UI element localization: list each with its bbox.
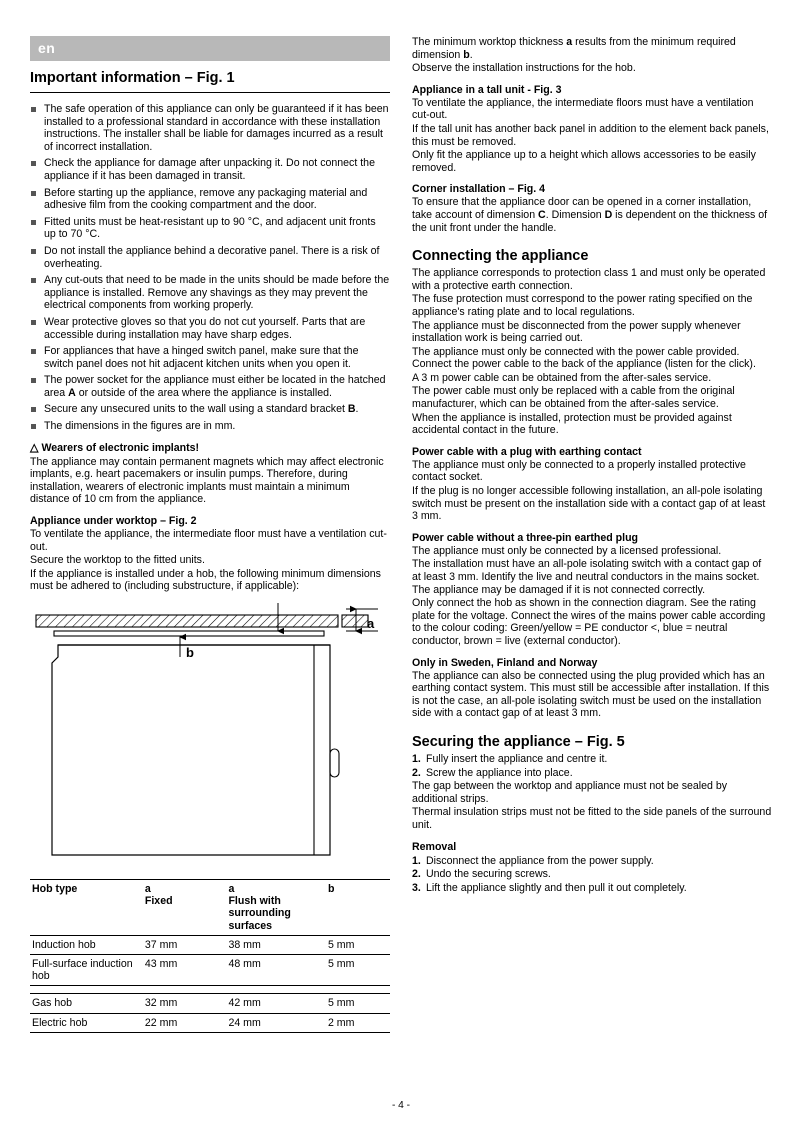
- list-item: [30, 316, 390, 341]
- list-item: [30, 187, 390, 212]
- bullet-text-9: Secure any unsecured units to the wall using a standard bracket B.: [44, 403, 359, 416]
- list-item: [30, 216, 390, 241]
- list-item: [30, 345, 390, 370]
- corner-installation-heading: Corner installation – Fig. 4: [412, 183, 546, 196]
- nordic-p1: The appliance can also be connected using the plug provided which has an earthing contact system. This must still be accessible after installation. If this is not the case, an all-pole isolating switch must be used on the installation side with a contact gap of at least 3 mm.: [412, 669, 770, 720]
- table-row: [30, 1013, 390, 1032]
- col-header-hob-type: Hob type: [32, 883, 78, 895]
- securing-p1: The gap between the worktop and appliance must not be sealed by additional strips.: [412, 780, 728, 805]
- bullet-text-6: Wear protective gloves so that you do not cut yourself. Parts that are accessible during installation may have sharp edges.: [44, 315, 366, 341]
- svg-text:a: a: [367, 616, 375, 631]
- securing-steps-list: [412, 753, 772, 779]
- right-column: [412, 36, 772, 895]
- list-item: [30, 403, 390, 416]
- removal-step-2: Lift the appliance slightly and then pull it out completely.: [426, 881, 687, 894]
- cell-a-flush: 48 mm: [228, 958, 261, 971]
- connect-p1: The fuse protection must correspond to the power rating specified on the appliance's rating plate and to local regulations.: [412, 293, 753, 318]
- step-number: 1.: [412, 752, 421, 765]
- removal-steps-list: [412, 855, 772, 895]
- left-column: [30, 36, 390, 1033]
- cell-b: 2 mm: [327, 1016, 355, 1029]
- connecting-appliance-heading: Connecting the appliance: [412, 248, 589, 265]
- no-plug-p2: Only connect the hob as shown in the connection diagram. See the rating plate for the voltage. Connect the wires of the mains power cable according to the colour coding: Green/yellow = PE conductor <, blue = neutral conductor, brown = live (external conductor).: [412, 597, 766, 647]
- step-number: 2.: [412, 766, 421, 779]
- appliance-under-worktop-figure: [30, 601, 390, 873]
- warning-triangle-icon: △: [30, 441, 39, 454]
- corner-installation-p1: To ensure that the appliance door can be opened in a corner installation, take account of dimension C. Dimension D is dependent on the thickness of the unit front under the handle.: [412, 196, 768, 234]
- no-plug-p0: The appliance must only be connected by a licensed professional.: [412, 544, 722, 557]
- no-plug-heading: Power cable without a three-pin earthed plug: [412, 531, 639, 544]
- figure-svg: [30, 601, 390, 873]
- bullet-text-1: Check the appliance for damage after unpacking it. Do not connect the appliance if it has been damaged in transit.: [44, 157, 375, 182]
- list-item: [30, 103, 390, 153]
- cell-hob-type: Gas hob: [32, 997, 73, 1010]
- removal-heading: Removal: [412, 840, 457, 853]
- cell-a-fixed: 22 mm: [144, 1016, 178, 1029]
- col-header-a-fixed-sub: Fixed: [144, 895, 173, 908]
- cell-a-flush: 42 mm: [228, 997, 261, 1010]
- table-header-row: [30, 880, 390, 936]
- connect-p3: The appliance must only be connected with the power cable provided. Connect the power cable to the back of the appliance (listen for the click).: [412, 345, 756, 371]
- cell-b: 5 mm: [327, 938, 355, 951]
- list-item: [412, 868, 772, 881]
- observe-instructions-paragraph: Observe the installation instructions for the hob.: [412, 62, 636, 75]
- cell-hob-type: Full-surface induction hob: [32, 958, 133, 983]
- bullet-text-4: Do not install the appliance behind a decorative panel. There is a risk of overheating.: [44, 244, 380, 270]
- svg-text:b: b: [186, 645, 194, 660]
- cell-a-flush: 38 mm: [228, 938, 261, 951]
- plug-earth-p0: The appliance must only be connected to a properly installed protective contact socket.: [412, 458, 746, 484]
- table-row: [30, 955, 390, 986]
- connect-p2: The appliance must be disconnected from the power supply whenever installation work is being carried out.: [412, 319, 741, 345]
- list-item: [30, 245, 390, 270]
- cell-b: 5 mm: [327, 997, 355, 1010]
- list-item: [412, 855, 772, 868]
- col-header-b: b: [327, 883, 335, 895]
- plug-earth-heading: Power cable with a plug with earthing contact: [412, 445, 642, 458]
- connect-p5: The power cable must only be replaced with a cable from the original manufacturer, which can be obtained from the after-sales service.: [412, 385, 735, 411]
- cell-a-fixed: 32 mm: [144, 997, 178, 1010]
- col-header-a-flush: [226, 880, 325, 936]
- min-worktop-paragraph: The minimum worktop thickness a results from the minimum required dimension b.: [412, 36, 736, 61]
- no-plug-p1: The installation must have an all-pole isolating switch with a contact gap of at least 3 mm. Identify the live and neutral conductors in the mains socket. The appliance may be damaged if it is not connected correctly.: [412, 558, 762, 596]
- cell-a-fixed: 43 mm: [144, 958, 178, 971]
- cell-hob-type: Induction hob: [32, 938, 96, 951]
- worktop-p3: If the appliance is installed under a hob, the following minimum dimensions must be adhered to (including substructure, if applicable):: [30, 567, 381, 593]
- bullet-text-5: Any cut-outs that need to be made in the units should be made before the appliance is installed. Remove any shavings as they may prevent the electrical components from working properly.: [44, 274, 390, 312]
- securing-p2: Thermal insulation strips must not be fitted to the side panels of the surround unit.: [412, 806, 772, 831]
- tall-unit-heading: Appliance in a tall unit - Fig. 3: [412, 83, 562, 96]
- worktop-heading: Appliance under worktop – Fig. 2: [30, 515, 197, 528]
- bullet-text-0: The safe operation of this appliance can only be guaranteed if it has been installed to a professional standard in accordance with these installation instructions. The installer shall be liable for damages incurred as a result of incorrect installation.: [44, 103, 389, 153]
- tall-unit-p3: Only fit the appliance up to a height which allows accessories to be easily removed.: [412, 149, 756, 174]
- step-number: 1.: [412, 854, 421, 867]
- table-head: [30, 880, 390, 936]
- list-item: [30, 274, 390, 312]
- connect-p0: The appliance corresponds to protection class 1 and must only be operated with a protective earth connection.: [412, 267, 766, 292]
- table-body: [30, 935, 390, 1032]
- tall-unit-p1: To ventilate the appliance, the intermediate floors must have a ventilation cut-out.: [412, 96, 754, 122]
- connect-p4: A 3 m power cable can be obtained from the after-sales service.: [412, 371, 712, 384]
- step-number: 2.: [412, 868, 421, 881]
- cell-hob-type: Electric hob: [32, 1016, 88, 1029]
- language-tag: en: [30, 36, 390, 61]
- plug-earth-p1: If the plug is no longer accessible following installation, an all-pole isolating switch must be present on the installation side with a contact gap of at least 3 mm.: [412, 485, 766, 523]
- table-row: [30, 935, 390, 954]
- connect-p6: When the appliance is installed, protection must be provided against accidental contact in the future.: [412, 411, 732, 437]
- important-information-list: [30, 103, 390, 433]
- bullet-text-2: Before starting up the appliance, remove any packaging material and adhesive film from the cooking compartment and the door.: [44, 186, 368, 212]
- removal-step-1: Undo the securing screws.: [426, 868, 551, 881]
- list-item: [412, 767, 772, 780]
- cell-a-fixed: 37 mm: [144, 938, 178, 951]
- implant-warning-text: Wearers of electronic implants!: [41, 441, 200, 454]
- worktop-p1: To ventilate the appliance, the intermediate floor must have a ventilation cut-out.: [30, 528, 387, 553]
- hob-dimensions-table: [30, 879, 390, 1033]
- removal-step-0: Disconnect the appliance from the power supply.: [426, 854, 654, 867]
- bullet-text-10: The dimensions in the figures are in mm.: [44, 420, 236, 433]
- col-header-a-flush-top: a: [228, 883, 235, 895]
- securing-step-0: Fully insert the appliance and centre it.: [426, 752, 608, 765]
- nordic-heading: Only in Sweden, Finland and Norway: [412, 656, 598, 669]
- page-number: - 4 -: [391, 1100, 411, 1111]
- step-number: 3.: [412, 881, 421, 894]
- list-item: [30, 374, 390, 399]
- col-header-a-fixed: [143, 880, 227, 936]
- securing-step-1: Screw the appliance into place.: [426, 766, 573, 779]
- worktop-p2: Secure the worktop to the fitted units.: [30, 554, 205, 567]
- list-item: [412, 882, 772, 895]
- page-title: Important information – Fig. 1: [30, 70, 390, 93]
- col-header-a-flush-sub: Flush with surrounding surfaces: [228, 895, 291, 932]
- tall-unit-p2: If the tall unit has another back panel in addition to the element back panels, this must be removed.: [412, 122, 769, 148]
- securing-appliance-heading: Securing the appliance – Fig. 5: [412, 733, 625, 750]
- implant-warning-body: The appliance may contain permanent magnets which may affect electronic implants, e.g. heart pacemakers or insulin pumps. Therefore, during installation, wearers of electronic implants must maintain a minimum distance of 10 cm from the appliance.: [30, 455, 384, 506]
- bullet-text-3: Fitted units must be heat-resistant up to 90 °C, and adjacent unit fronts up to 70 °C.: [44, 215, 376, 241]
- list-item: [30, 420, 390, 433]
- table-row: [30, 994, 390, 1013]
- list-item: [412, 753, 772, 766]
- col-header-a-fixed-top: a: [144, 883, 151, 895]
- spacer-cell: [30, 986, 390, 994]
- cell-a-flush: 24 mm: [228, 1016, 261, 1029]
- list-item: [30, 157, 390, 182]
- implant-warning: [30, 441, 390, 454]
- bullet-text-8: The power socket for the appliance must either be located in the hatched area A or outside of the area where the appliance is installed.: [44, 374, 386, 399]
- cell-b: 5 mm: [327, 958, 355, 971]
- bullet-text-7: For appliances that have a hinged switch panel, make sure that the switch panel does not hit adjacent kitchen units when you open it.: [44, 345, 359, 370]
- table-spacer-row: [30, 986, 390, 994]
